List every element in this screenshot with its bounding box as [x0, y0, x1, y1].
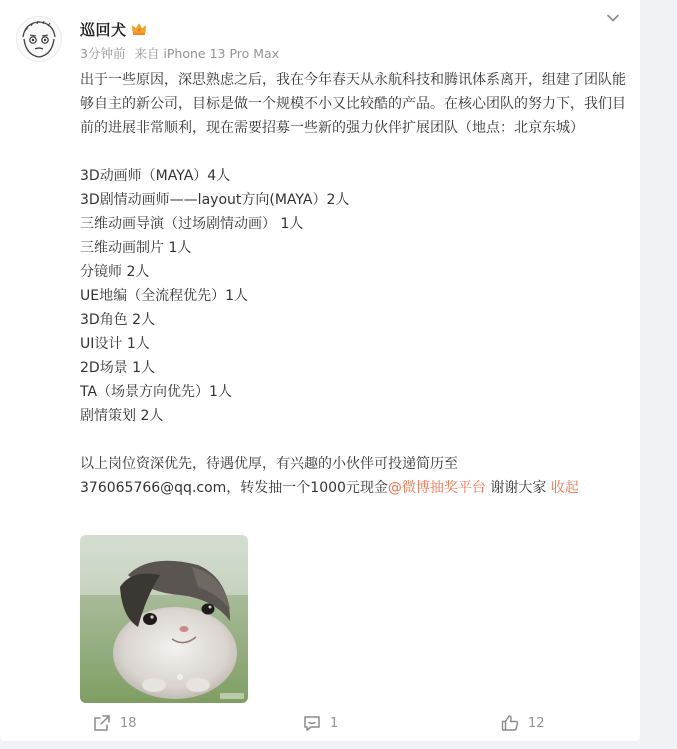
- username-row: [80, 18, 147, 40]
- post-source: 来自 iPhone 13 Pro Max: [134, 46, 280, 61]
- like-count: 12: [528, 715, 545, 731]
- hamster-photo-image: [80, 535, 248, 703]
- outro-suffix: 谢谢大家: [485, 480, 551, 496]
- share-count: 18: [120, 715, 137, 731]
- post-meta: [80, 44, 279, 62]
- position-item: 2D场景 1人: [80, 360, 156, 376]
- share-button[interactable]: [92, 712, 137, 734]
- position-item: 3D角色 2人: [80, 312, 156, 328]
- post-intro: 出于一些原因，深思熟虑之后，我在今年春天从永航科技和腾讯体系离开，组建了团队能够自主的新公司，目标是做一个规模不小又比较酷的产品。在核心团队的努力下，我们目前的进展非常顺利，现在需要招募一些新的强力伙伴扩展团队（地点：北京东城）: [80, 72, 626, 136]
- post-time[interactable]: 3分钟前: [80, 46, 126, 61]
- position-item: 分镜师 2人: [80, 264, 150, 280]
- collapse-link[interactable]: 收起: [550, 480, 579, 496]
- chevron-down-icon: [603, 8, 623, 28]
- post-content: [80, 68, 628, 500]
- share-icon: [92, 713, 112, 733]
- vip-crown-icon: [131, 21, 147, 37]
- thumbs-up-icon: [500, 713, 520, 733]
- user-avatar[interactable]: [16, 16, 62, 62]
- mention-link[interactable]: @微博抽奖平台: [387, 480, 486, 496]
- position-item: 剧情策划 2人: [80, 408, 164, 424]
- position-item: 3D剧情动画师——layout方向(MAYA）2人: [80, 192, 350, 208]
- comment-count: 1: [330, 715, 339, 731]
- position-item: 三维动画制片 1人: [80, 240, 192, 256]
- position-item: 3D动画师（MAYA）4人: [80, 168, 231, 184]
- post-outro-line1: 以上岗位资深优先，待遇优厚，有兴趣的小伙伴可投递简历至: [80, 456, 458, 472]
- paragraph-gap: [80, 428, 628, 452]
- post-outro-line2: [80, 476, 628, 500]
- paragraph-gap: [80, 140, 628, 164]
- avatar-doodle-face-icon: [17, 17, 61, 61]
- position-item: UE地编（全流程优先）1人: [80, 288, 248, 304]
- position-item: 三维动画导演（过场剧情动画） 1人: [80, 216, 304, 232]
- username-link[interactable]: 巡回犬: [80, 20, 127, 39]
- comment-button[interactable]: [302, 712, 338, 734]
- more-options-button[interactable]: [603, 8, 623, 28]
- position-item: TA（场景方向优先）1人: [80, 384, 232, 400]
- outro-prefix: 376065766@qq.com，转发抽一个1000元现金: [80, 480, 388, 496]
- position-item: UI设计 1人: [80, 336, 150, 352]
- post-actions-bar: [0, 712, 640, 734]
- comment-icon: [302, 713, 322, 733]
- like-button[interactable]: [500, 712, 545, 734]
- post-image-hamster[interactable]: [80, 535, 248, 703]
